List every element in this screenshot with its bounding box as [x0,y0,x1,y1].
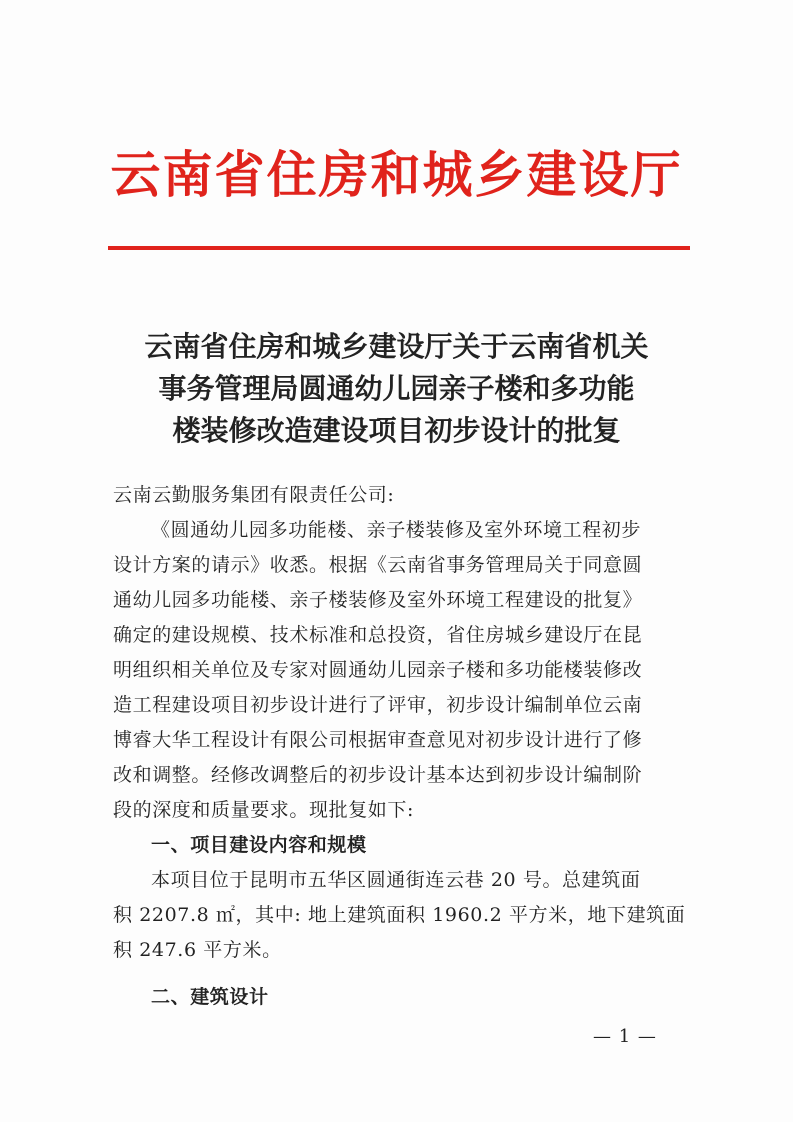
paragraph-line: 《圆通幼儿园多功能楼、亲子楼装修及室外环境工程初步 [151,519,642,541]
issuer-header: 云南省住房和城乡建设厅 [110,146,683,204]
addressee: 云南云勤服务集团有限责任公司: [113,484,395,506]
paragraph-line: 积 2207.8 ㎡，其中: 地上建筑面积 1960.2 平方米，地下建筑面 [113,904,686,926]
spacer [113,968,693,980]
paragraph-line: 确定的建设规模、技术标准和总投资，省住房城乡建设厅在昆 [113,624,643,646]
paragraph-line: 通幼儿园多功能楼、亲子楼装修及室外环境工程建设的批复》 [113,589,643,611]
paragraph-line: 积 247.6 平方米。 [113,939,282,961]
paragraph-line: 设计方案的请示》收悉。根据《云南省事务管理局关于同意圆 [113,554,643,576]
paragraph-line: 明组织相关单位及专家对圆通幼儿园亲子楼和多功能楼装修改 [113,659,643,681]
red-divider-line [108,246,690,250]
title-line: 云南省住房和城乡建设厅关于云南省机关 [144,330,649,363]
page-number: — 1 — [593,1026,657,1047]
section-heading-2: 二、建筑设计 [151,986,269,1008]
title-line: 事务管理局圆通幼儿园亲子楼和多功能 [158,372,635,405]
paragraph-line: 博睿大华工程设计有限公司根据审查意见对初步设计进行了修 [113,729,643,751]
document-title [0,326,793,452]
paragraph-line: 本项目位于昆明市五华区圆通街连云巷 20 号。总建筑面 [151,869,641,891]
paragraph-line: 造工程建设项目初步设计进行了评审，初步设计编制单位云南 [113,694,643,716]
document-body [113,478,693,1015]
paragraph-line: 改和调整。经修改调整后的初步设计基本达到初步设计编制阶 [113,764,643,786]
paragraph-line: 段的深度和质量要求。现批复如下: [113,799,415,821]
title-line: 楼装修改造建设项目初步设计的批复 [172,414,621,447]
section-heading-1: 一、项目建设内容和规模 [151,834,367,856]
